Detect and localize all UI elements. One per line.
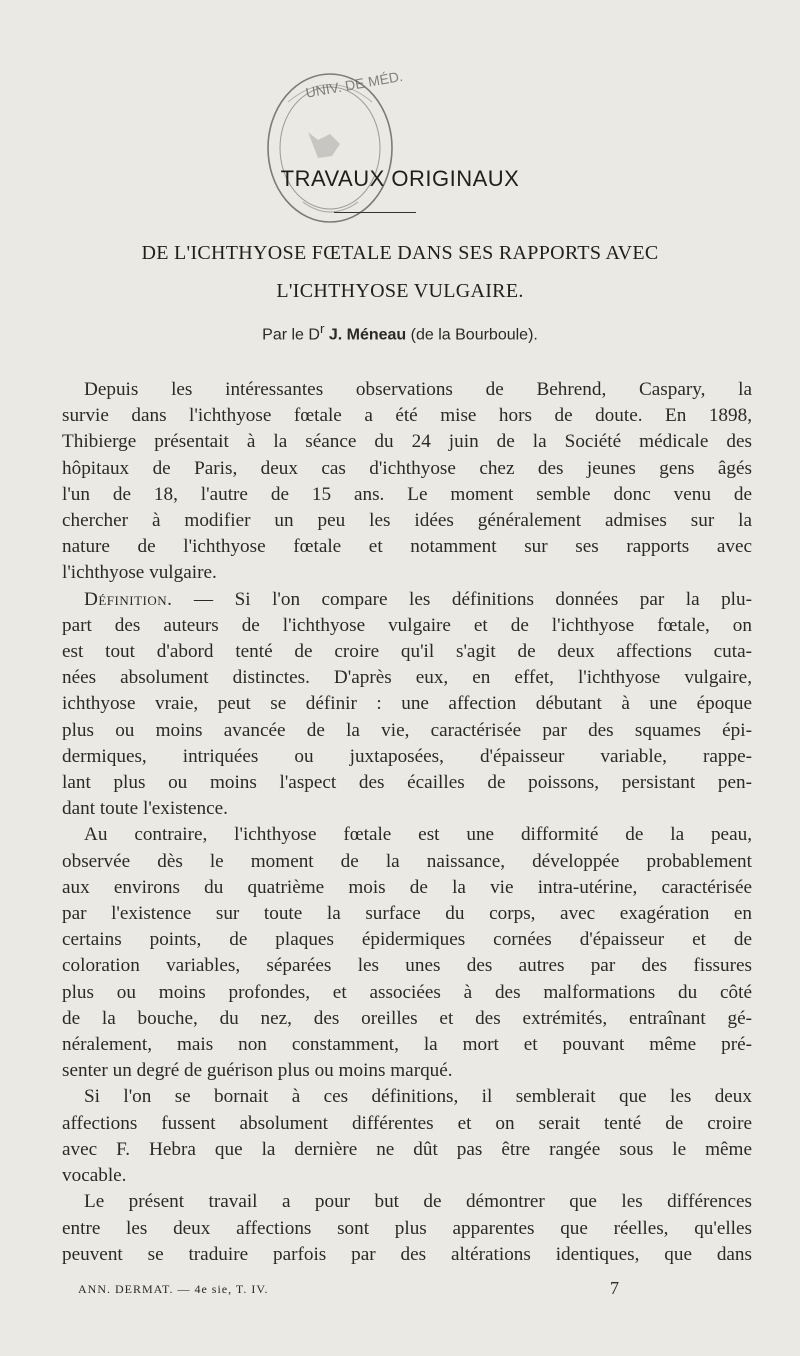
text-line: ichthyose vraie, peut se définir : une affection débutant à une époque (62, 693, 752, 715)
text-line: l'ichthyose vulgaire. (62, 562, 217, 584)
byline: Par le $D^r$ J. Méneau (de la Bourboule). (262, 321, 538, 344)
page-footer (78, 1278, 620, 1298)
text-line: aux environs du quatrième mois de la vie intra-utérine, caractérisée (62, 876, 752, 898)
text-line: Depuis les intéressantes observations de Behrend, Caspary, la (84, 379, 752, 400)
paragraph-4 (62, 1084, 752, 1189)
text-line: affections fussent absolument différentes et on serait tenté de croire (62, 1112, 752, 1134)
byline-prefix: Par le D (262, 326, 320, 344)
text-line: senter un degré de guérison plus ou moins marqué. (62, 1060, 453, 1082)
text-line: coloration variables, séparées les unes des autres par des fissures (62, 955, 752, 977)
text-line: l'un de 18, l'autre de 15 ans. Le moment semble donc venu de (62, 483, 752, 505)
text-fragment: — Si l'on compare les définitions données par la plu- (172, 588, 752, 610)
text-line: Au contraire, l'ichthyose fœtale est une difformité de la peau, (84, 824, 752, 846)
stamp-ring-text: UNIV. DE MÉD. (304, 67, 404, 101)
text-line: chercher à modifier un peu les idées généralement admises sur la (62, 510, 752, 532)
text-line: part des auteurs de l'ichthyose vulgaire et de l'ichthyose fœtale, on (62, 614, 752, 636)
paragraph-2 (62, 587, 752, 823)
text-line: nées absolument distinctes. D'après eux, en effet, l'ichthyose vulgaire, (62, 667, 752, 689)
journal-reference: ANN. DERMAT. — 4e sie, T. IV. (78, 1282, 269, 1296)
heading-rule (334, 212, 416, 213)
stamp-seal-icon (248, 62, 408, 242)
text-line: nature de l'ichthyose fœtale et notamment sur ses rapports avec (62, 536, 752, 558)
text-line: avec F. Hebra que la dernière ne dût pas être rangée sous le même (62, 1138, 752, 1160)
article-title-line-1: DE L'ICHTHYOSE FŒTALE DANS SES RAPPORTS AVEC (141, 242, 659, 264)
text-line: est tout d'abord tenté de croire qu'il s'agit de deux affections cuta- (62, 641, 752, 663)
text-line (62, 587, 752, 613)
text-line: vocable. (62, 1165, 127, 1187)
library-stamp (248, 62, 408, 242)
text-line: de la bouche, du nez, des oreilles et des extrémités, entraînant gé- (62, 1007, 752, 1029)
text-line: observée dès le moment de la naissance, développée probablement (62, 850, 752, 872)
paragraph-5 (62, 1189, 752, 1268)
paragraph-3 (62, 822, 752, 1084)
text-line: certains points, de plaques épidermiques cornées d'épaisseur et de (62, 929, 752, 951)
text-line: dermiques, intriquées ou juxtaposées, d'épaisseur variable, rappe- (62, 745, 752, 767)
text-line: dant toute l'existence. (62, 798, 228, 820)
section-heading: TRAVAUX ORIGINAUX (280, 166, 520, 191)
text-line: hôpitaux de Paris, deux cas d'ichthyose chez des jeunes gens âgés (62, 457, 752, 479)
text-line: néralement, mais non constamment, la mort et pouvant même pré- (62, 1034, 752, 1056)
text-line: plus ou moins avancée de la vie, caractérisée par des squames épi- (62, 719, 752, 741)
text-line: survie dans l'ichthyose fœtale a été mise hors de doute. En 1898, (62, 405, 752, 427)
page-number: 7 (610, 1278, 620, 1298)
byline-author: J. Méneau (328, 326, 407, 344)
paragraph-1 (62, 377, 752, 587)
text-line: Le présent travail a pour but de démontrer que les différences (84, 1191, 752, 1213)
text-line: Si l'on se bornait à ces définitions, il semblerait que les deux (84, 1086, 752, 1108)
text-line: par l'existence sur toute la surface du corps, avec exagération en (62, 903, 752, 925)
article-title-line-2: L'ICHTHYOSE VULGAIRE. (276, 280, 524, 302)
text-line: plus ou moins profondes, et associées à des malformations du côté (62, 981, 752, 1003)
text-line: Thibierge présentait à la séance du 24 juin de la Société médicale des (62, 431, 752, 453)
byline-suffix: (de la Bourboule). (410, 326, 538, 344)
text-line: peuvent se traduire parfois par des altérations identiques, que dans (62, 1243, 752, 1265)
text-line: lant plus ou moins l'aspect des écailles de poissons, persistant pen- (62, 772, 752, 794)
text-line: entre les deux affections sont plus apparentes que réelles, qu'elles (62, 1217, 752, 1239)
definition-label: Définition. (84, 588, 173, 610)
article-body (62, 377, 752, 1268)
